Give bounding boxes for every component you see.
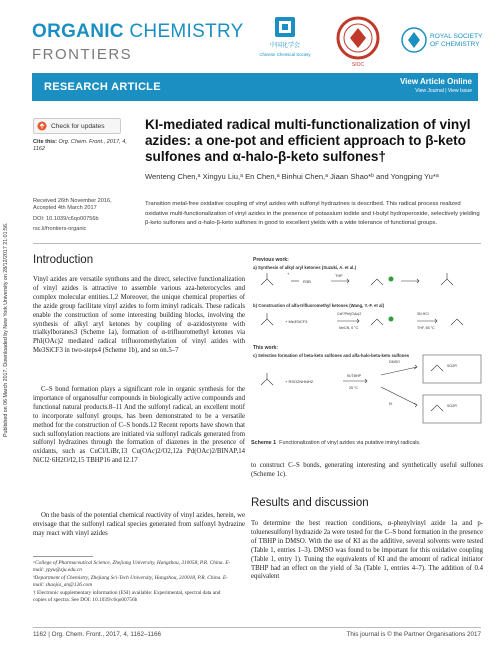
svg-text:+ RSO2NHNH2: + RSO2NHNH2 xyxy=(285,379,314,384)
citation xyxy=(33,139,133,153)
svg-text:This work:: This work: xyxy=(253,345,279,351)
svg-text:b) Construction of alfa-triflu: b) Construction of alfa-trifluoromethyl ketones (Wang, Y.-F. et al) xyxy=(253,303,385,308)
view-journal-issue-links[interactable]: View Journal | View Issue xyxy=(415,88,472,94)
scheme-1-figure xyxy=(251,255,483,437)
accepted-date: Accepted 4th March 2017 xyxy=(33,205,97,212)
svg-text:c) Selective formation of beta: c) Selective formation of beta-keto sulfones and alfa-halo-beta-keto sulfones xyxy=(253,353,410,358)
results-heading: Results and discussion xyxy=(251,497,369,509)
abstract: Transition metal-free oxidative coupling of vinyl azides with sulfonyl hydrazines is described. This radical process realized oxidative multi-functionalization of vinyl azides in the presence of potassium iodide and t-butyl hydroperoxide, selectively yielding β-keto sulfones and α-halo-β-keto sulfones in good to excellent yields with a wide tolerance of functional groups. xyxy=(145,201,480,227)
svg-text:MeCN, 0 °C: MeCN, 0 °C xyxy=(339,326,359,330)
svg-text:+: + xyxy=(287,271,290,276)
doi[interactable]: DOI: 10.1039/c6qo00756b xyxy=(33,215,99,222)
svg-text:SIOC: SIOC xyxy=(351,62,365,68)
svg-text:KI/TBHP: KI/TBHP xyxy=(347,374,361,378)
svg-text:25 °C: 25 °C xyxy=(349,386,359,390)
footnote-esi: † Electronic supplementary information (ESI) available: Experimental, spectral data and copies of spectra. See DOI: 10.1039/c6qo00756b xyxy=(33,589,221,604)
svg-text:Previous work:: Previous work: xyxy=(253,257,289,263)
article-history xyxy=(33,198,133,234)
cite-text: Org. Chem. Front., 2017, 4, 1162 xyxy=(33,139,127,153)
footnote-affiliation-b: ᵇDepartment of Chemistry, Zhejiang Sci-Tech University, Hangzhou, 310018, P.R. China. E-mail: shaojia_an@126.com xyxy=(33,574,228,589)
sioc-logo xyxy=(330,14,386,70)
intro-paragraph-3: On the basis of the potential chemical reactivity of vinyl azides, herein, we envisage that the sulfonyl radical species generated from sulfonyl hydrazine may react with vinyl azides xyxy=(33,512,245,537)
journal-name: ORGANIC CHEMISTRY xyxy=(32,21,244,42)
footer-citation: 1162 | Org. Chem. Front., 2017, 4, 1162–1166 xyxy=(33,631,162,638)
scheme-1-caption xyxy=(251,440,483,446)
divider xyxy=(33,243,481,244)
rsc-logo xyxy=(400,18,492,62)
intro-paragraph-1: Vinyl azides are versatile synthons and the direct, selective functionalization of vinyl azides is attractive to assemble various aza-heterocycles and complex molecular entities.1,2 Moreover, the unique chemical properties of the azide group facilitate vinyl azides to form iminyl radicals. These radicals enable the construction of some interesting building blocks, involving the synthesis of alkyl aryl ketones by coupling of α-azidostyrene with trialkylboranes3 (Scheme 1a), formation of α-trifluoromethyl ketones via PhI(OAc)2 mediated radical trifluoromethylation of vinyl azides with Me3SiCF3 in two-steps4 (Scheme 1b), and so on.5–7 xyxy=(33,276,245,355)
svg-text:SO2R: SO2R xyxy=(447,404,457,408)
svg-text:a) Synthesis of alkyl aryl ket: a) Synthesis of alkyl aryl ketones (Suzuki, A. et al.) xyxy=(253,265,356,270)
journal-subtitle: FRONTIERS xyxy=(32,46,133,63)
footer-divider xyxy=(33,627,481,628)
check-updates-label: Check for updates xyxy=(51,122,105,130)
svg-text:THF: THF xyxy=(335,273,343,278)
view-article-online-link[interactable]: View Article Online xyxy=(399,77,472,86)
author-list: Wenteng Chen,ᵃ Xingyu Liu,ᵃ En Chen,ᵃ Binhui Chen,ᵃ Jiaan Shao*ᵇ and Yongping Yu*ᵃ xyxy=(145,172,439,181)
scheme-caption-label: Scheme 1 xyxy=(251,440,277,446)
article-title: KI-mediated radical multi-functionalization of vinyl azides: a one-pot and efficient approach to β-keto sulfones and α-halo-β-keto sulfones† xyxy=(145,117,471,164)
article-type: RESEARCH ARTICLE xyxy=(44,81,161,93)
svg-text:3N HCl: 3N HCl xyxy=(417,312,429,316)
svg-text:中国化学会: 中国化学会 xyxy=(269,42,301,49)
svg-text:ROYAL SOCIETY: ROYAL SOCIETY xyxy=(430,33,483,40)
right-column-continuation: to construct C–S bonds, generating interesting and synthetically useful sulfones (Scheme 1c). xyxy=(251,462,483,478)
check-for-updates-button[interactable] xyxy=(33,118,121,134)
results-paragraph-1: To determine the best reaction conditions, α-phenylvinyl azide 1a and p-toluenesulfonyl hydrazide 2a were tested for the C–S bond formation in the presence of TBHP in DMSO. With the use of KI as the additive, several solvents were tested (Table 1, entries 1–3). DMSO was found to be important for this oxidative coupling (Table 1, entry 1). Tuning the equivalents of KI and the amount of radical initiator TBHP had an effect on the yield of 3a (Table 1, entries 4–7). The addition of 0.4 equivalent xyxy=(251,520,483,581)
cite-label: Cite this: xyxy=(33,139,57,145)
journal-masthead xyxy=(32,22,244,63)
svg-text:CsF/PhI(OAc)2: CsF/PhI(OAc)2 xyxy=(337,312,362,316)
svg-text:Chinese Chemical Society: Chinese Chemical Society xyxy=(259,52,311,57)
svg-text:THF, 65 °C: THF, 65 °C xyxy=(417,326,435,330)
svg-text:DMSO: DMSO xyxy=(389,360,400,364)
received-date: Received 26th November 2016, xyxy=(33,198,112,204)
update-icon xyxy=(37,121,47,131)
journal-site-link[interactable]: rsc.li/frontiers-organic xyxy=(33,226,87,233)
svg-text:+ Me3SiCF3: + Me3SiCF3 xyxy=(285,319,308,324)
footnotes xyxy=(33,560,235,604)
publication-sidebar: Published on 06 March 2017. Downloaded by New York University on 28/12/2017 21:01:56. xyxy=(3,222,9,438)
intro-paragraph-2: C–S bond formation plays a significant role in organic synthesis for the importance of organosulfur compounds in biologically active compounds and functional natural products.8–11 And the sulfonyl radical, an excellent motif to incorporate sulfonyl groups, has been demonstrated to be a versatile method for the construction of C–S bonds.12 Recent reports have shown that such sulfonylation reactions are initiated via sulfonyl radicals generated from sulfonyl hydrazines through the formation of diazenes in the presence of oxidants, such as CuCl/LiBr,13 Cu(OAc)2/O2,12a Pd(OAc)2/BINAP,14 NiCl2·6H2O/I2,15 TBHP16 and I2.17 xyxy=(33,386,245,465)
footer-copyright: This journal is © the Partner Organisations 2017 xyxy=(346,631,481,638)
introduction-heading: Introduction xyxy=(33,254,94,266)
ccs-logo xyxy=(256,14,314,70)
svg-text:OF CHEMISTRY: OF CHEMISTRY xyxy=(430,41,480,48)
svg-text:R3B: R3B xyxy=(303,279,311,284)
scheme-caption-text: Functionalization of vinyl azides via putative iminyl radicals. xyxy=(279,440,421,446)
svg-text:KI: KI xyxy=(389,402,393,406)
svg-text:SO2R: SO2R xyxy=(447,364,457,368)
footnote-divider xyxy=(33,556,93,557)
article-type-banner xyxy=(32,73,478,101)
footnote-affiliation-a: ᵃCollege of Pharmaceutical Science, Zhejiang University, Hangzhou, 310058, P.R. China. E-mail: ypyu@zju.edu.cn xyxy=(33,560,231,574)
